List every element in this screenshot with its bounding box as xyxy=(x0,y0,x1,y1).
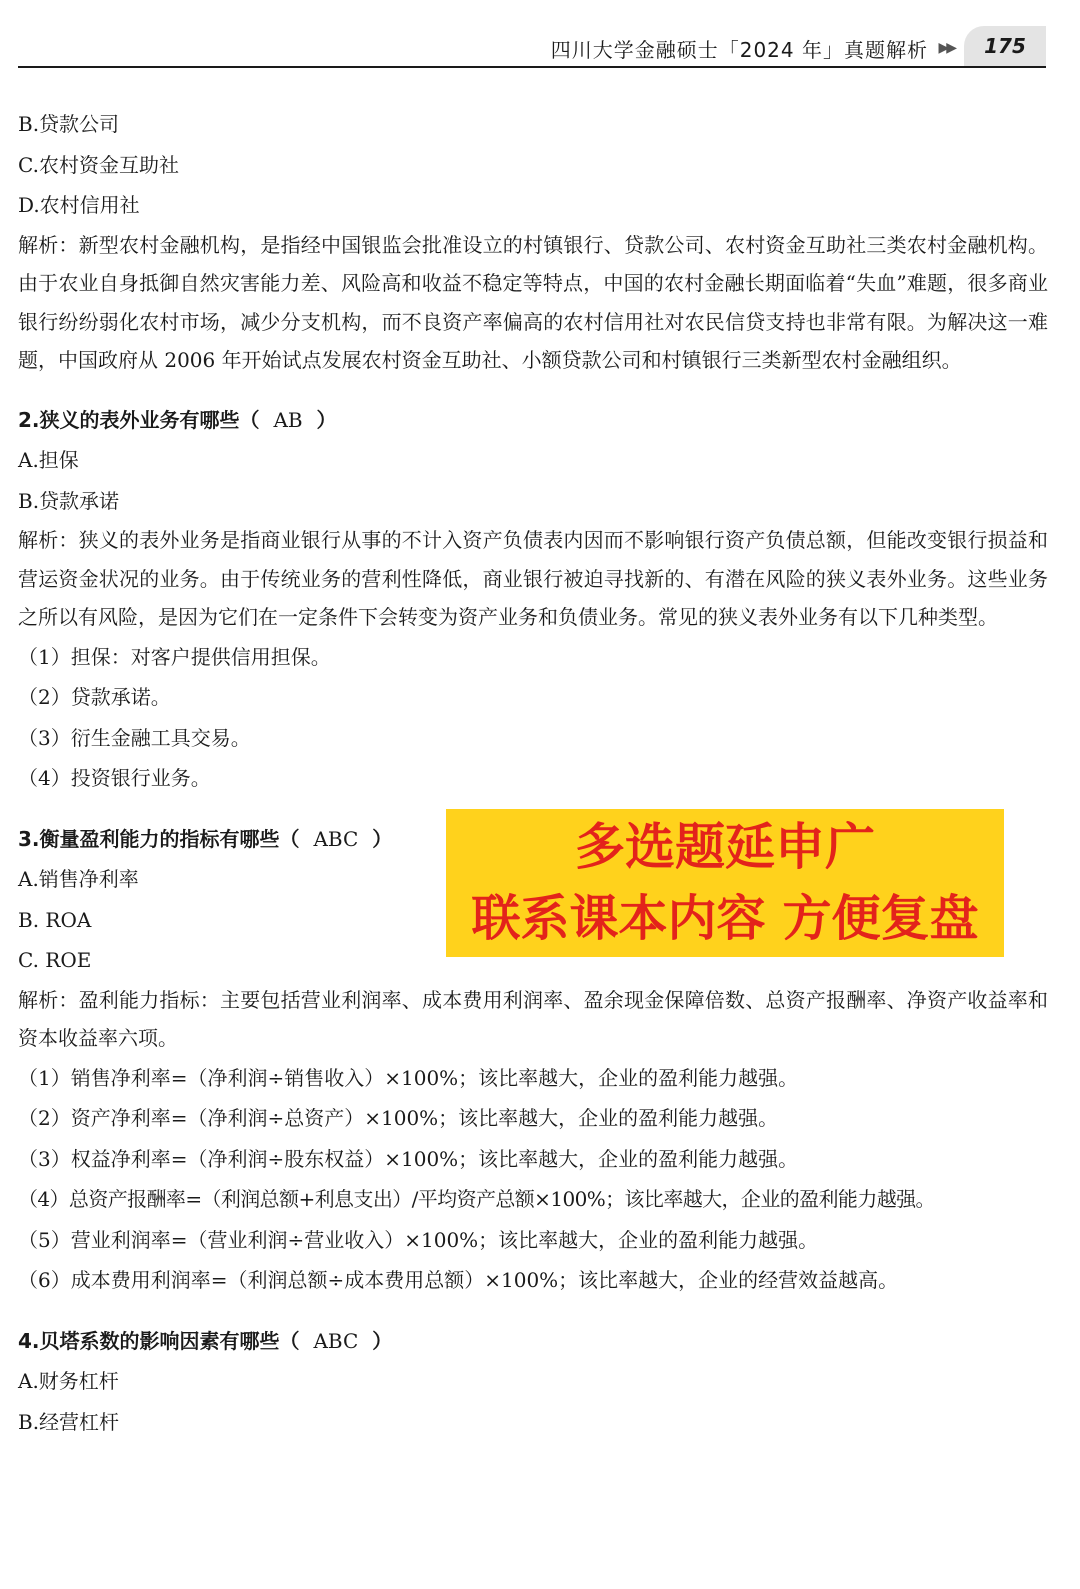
question-2 xyxy=(18,400,1048,441)
question-number: 2. xyxy=(18,407,40,432)
option-b: B. ROA xyxy=(18,907,92,932)
page-number-tab xyxy=(964,26,1046,66)
formula-item: （3）权益净利率=（净利润÷股东权益）×100%；该比率越大，企业的盈利能力越强。 xyxy=(18,1146,799,1171)
option-a: A.财务杠杆 xyxy=(18,1369,119,1393)
question-answer: ABC xyxy=(313,826,359,851)
question-answer: ABC xyxy=(313,1328,359,1353)
list-item: （4）投资银行业务。 xyxy=(18,766,211,790)
formula-item: （5）营业利润率=（营业利润÷营业收入）×100%；该比率越大，企业的盈利能力越强。 xyxy=(18,1227,819,1252)
question-number: 4. xyxy=(18,1328,40,1353)
double-arrow-icon: ▶▶ xyxy=(938,40,954,56)
list-item: （2）贷款承诺。 xyxy=(18,685,171,709)
analysis-paragraph: 解析：新型农村金融机构，是指经中国银监会批准设立的村镇银行、贷款公司、农村资金互助社三类农村金融机构。由于农业自身抵御自然灾害能力差、风险高和收益不稳定等特点，中国的农村金融长期面临着“失血”难题，很多商业银行纷纷弱化农村市场，减少分支机构，而不良资产率偏高的农村信用社对农民信贷支持也非常有限。为解决这一难题，中国政府从 2006 年开始试点发展农村资金互助社、小额贷款公司和村镇银行三类新型农村金融组织。 xyxy=(18,232,1048,372)
question-text: 贝塔系数的影响因素有哪些（ xyxy=(39,1328,300,1353)
formula-item: （4）总资产报酬率=（利润总额+利息支出）/平均资产总额×100%；该比率越大，企业的盈利能力越强。 xyxy=(18,1187,935,1211)
question-answer: AB xyxy=(273,407,303,432)
analysis-paragraph: 解析：狭义的表外业务是指商业银行从事的不计入资产负债表内因而不影响银行资产负债总额，但能改变银行损益和营运资金状况的业务。由于传统业务的营利性降低，商业银行被迫寻找新的、有潜在风险的狭义表外业务。这些业务之所以有风险，是因为它们在一定条件下会转变为资产业务和负债业务。常见的狭义表外业务有以下几种类型。 xyxy=(18,528,1048,629)
option-a: A.销售净利率 xyxy=(18,867,139,891)
option-d: D.农村信用社 xyxy=(18,193,140,217)
header-title: 四川大学金融硕士「2024 年」真题解析 xyxy=(550,38,928,62)
question-close: ） xyxy=(316,407,337,432)
option-b: B.贷款承诺 xyxy=(18,488,120,513)
question-text: 衡量盈利能力的指标有哪些（ xyxy=(39,826,300,851)
option-a: A.担保 xyxy=(18,448,79,472)
question-number: 3. xyxy=(18,826,40,851)
question-text: 狭义的表外业务有哪些（ xyxy=(39,407,260,432)
banner-line-2: 联系课本内容 方便复盘 xyxy=(471,890,979,947)
question-4 xyxy=(18,1321,1048,1362)
formula-item: （2）资产净利率=（净利润÷总资产）×100%；该比率越大，企业的盈利能力越强。 xyxy=(18,1106,779,1130)
page-header xyxy=(18,22,1046,68)
question-close: ） xyxy=(372,826,393,851)
formula-item: （1）销售净利率=（净利润÷销售收入）×100%；该比率越大，企业的盈利能力越强。 xyxy=(18,1065,799,1090)
question-close: ） xyxy=(372,1328,393,1353)
document-body xyxy=(18,104,1048,1442)
option-b: B.贷款公司 xyxy=(18,112,120,136)
formula-item: （6）成本费用利润率=（利润总额÷成本费用总额）×100%；该比率越大，企业的经营效益越高。 xyxy=(18,1268,899,1292)
page-number: 175 xyxy=(984,34,1026,58)
highlight-banner xyxy=(446,809,1004,957)
list-item: （3）衍生金融工具交易。 xyxy=(18,725,251,750)
option-c: C.农村资金互助社 xyxy=(18,152,179,177)
list-item: （1）担保：对客户提供信用担保。 xyxy=(18,644,331,669)
option-b: B.经营杠杆 xyxy=(18,1409,120,1434)
banner-line-1: 多选题延申广 xyxy=(575,818,875,876)
analysis-paragraph: 解析：盈利能力指标：主要包括营业利润率、成本费用利润率、盈余现金保障倍数、总资产报酬率、净资产收益率和资本收益率六项。 xyxy=(18,987,1048,1050)
option-c: C. ROE xyxy=(18,948,92,972)
header-rule xyxy=(18,66,1046,68)
